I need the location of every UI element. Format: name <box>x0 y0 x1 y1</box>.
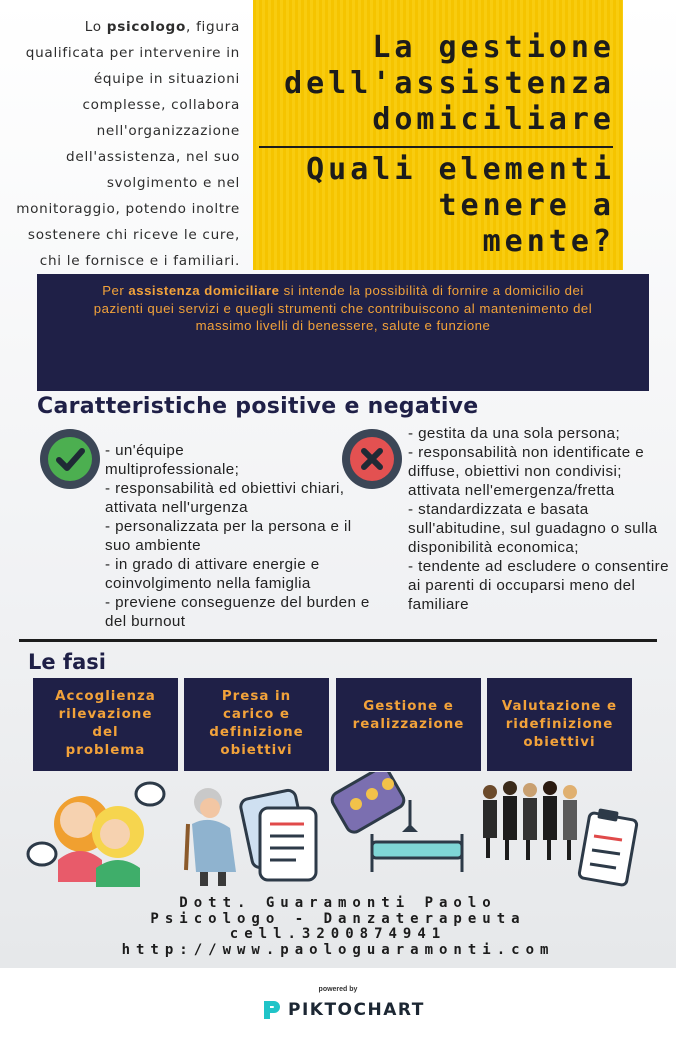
piktochart-logo-icon <box>262 999 282 1021</box>
phases-heading: Le fasi <box>28 650 106 674</box>
elderly-person-icon <box>186 788 236 886</box>
main-title: La gestione dell'assistenza domiciliare <box>284 30 615 137</box>
title-box <box>253 0 623 270</box>
title-divider <box>259 146 613 148</box>
powered-by-text: powered by <box>318 986 358 993</box>
phase-label: Valutazione e ridefinizione obiettivi <box>501 699 618 750</box>
contact-name: Dott. Guaramonti Paolo <box>179 895 497 911</box>
negative-list: - gestita da una sola persona; - responsabilità non identificate e diffuse, obiettivi non condivisi; attivata nell'emergenza/fretta - standardizzata e basata sull'abitudine, sul guadagno o sulla disponibilità economica; - tendente ad escludere o consentire ai parenti di occuparsi meno del familiare <box>408 425 669 613</box>
phase-box <box>33 678 178 771</box>
phase-label: Presa in carico e definizione obiettivi <box>209 689 304 758</box>
characteristics-heading: Caratteristiche positive e negative <box>37 394 479 419</box>
check-icon <box>40 429 100 489</box>
phase-label: Accoglienza rilevazione del problema <box>55 689 156 758</box>
positive-list: - un'équipe multiprofessionale; - responsabilità ed obiettivi chiari, attivata nell'urgenza - personalizzata per la persona e il suo ambiente - in grado di attivare energie e coinvolgimento nella famiglia - previene conseguenze del burden e del burnout <box>105 442 370 630</box>
phases-illustration <box>0 772 676 892</box>
phase-label: Gestione e realizzazione <box>352 699 465 732</box>
intro-bold: psicologo <box>106 19 187 35</box>
phase-box <box>184 678 329 771</box>
section-divider <box>19 639 657 642</box>
brand-label: PIKTOCHART <box>288 1000 425 1020</box>
sub-title: Quali elementi tenere a mente? <box>306 152 615 259</box>
phase-box <box>487 678 632 771</box>
contact-phone: cell.3200874941 <box>229 926 447 942</box>
definition-bold: assistenza domiciliare <box>128 283 280 298</box>
definition-box: Per assistenza domiciliare si intende la possibilità di fornire a domicilio dei pazienti quei servizi e quegli strumenti che contribuiscono al mantenimento del massimo livelli di benessere, salute e funzione <box>37 274 649 391</box>
team-icon <box>483 781 577 860</box>
people-talking-icon <box>28 783 164 887</box>
contact-site[interactable]: http://www.paologuaramonti.com <box>121 941 555 958</box>
piktochart-brand[interactable] <box>262 998 425 1022</box>
intro-text: Lo psicologo, figura qualificata per intervenire in équipe in situazioni complesse, collabora nell'organizzazione dell'assistenza, nel suo svolgimento e nel monitoraggio, potendo inoltre sostenere chi riceve le cure, chi le fornisce e i familiari. <box>16 19 240 269</box>
pill-pack-icon <box>329 772 406 835</box>
clipboard-icon <box>579 808 638 885</box>
phase-box <box>336 678 481 771</box>
footer <box>0 968 676 1037</box>
x-icon <box>342 429 402 489</box>
contact-role: Psicologo - Danzaterapeuta <box>150 910 526 927</box>
document-icon <box>239 789 316 880</box>
contact-block <box>0 896 676 958</box>
